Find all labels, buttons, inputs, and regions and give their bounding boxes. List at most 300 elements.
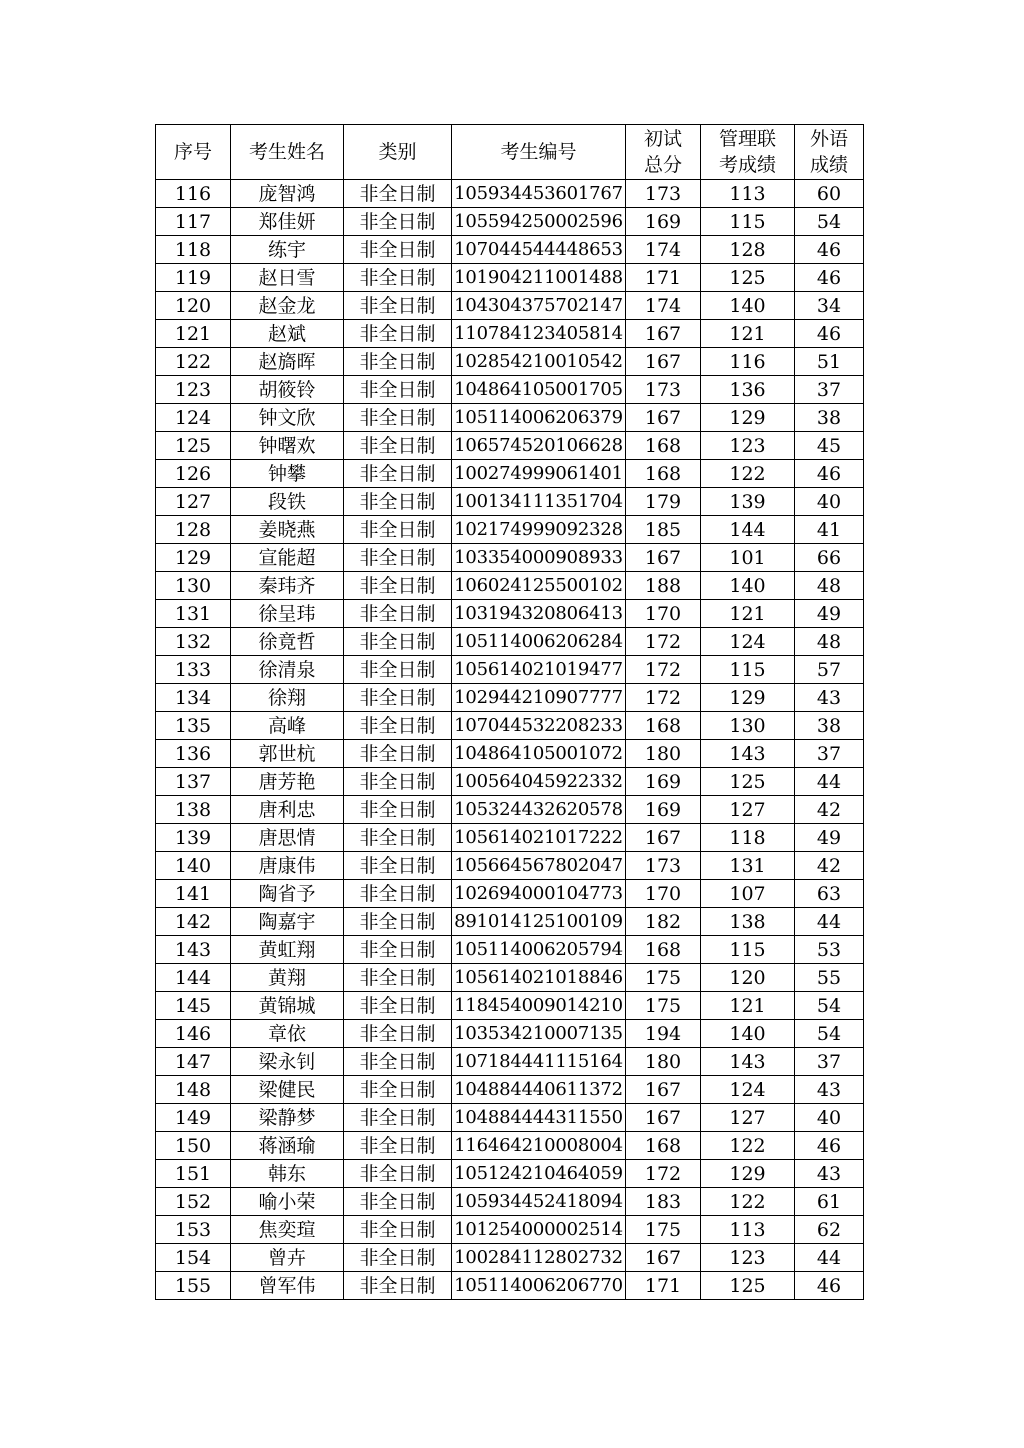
cell-category: 非全日制 bbox=[344, 208, 452, 236]
header-language-score: 外语成绩 bbox=[795, 125, 864, 180]
cell-name: 宣能超 bbox=[231, 544, 344, 572]
cell-language-score: 46 bbox=[795, 1272, 864, 1300]
cell-name: 韩东 bbox=[231, 1160, 344, 1188]
cell-name: 梁永钊 bbox=[231, 1048, 344, 1076]
cell-exam-id: 100284112802732 bbox=[452, 1244, 626, 1272]
cell-category: 非全日制 bbox=[344, 1188, 452, 1216]
cell-serial: 149 bbox=[156, 1104, 231, 1132]
cell-category: 非全日制 bbox=[344, 1076, 452, 1104]
cell-name: 赵日雪 bbox=[231, 264, 344, 292]
cell-name: 胡筱铃 bbox=[231, 376, 344, 404]
cell-management-score: 127 bbox=[701, 796, 795, 824]
cell-exam-id: 103194320806413 bbox=[452, 600, 626, 628]
cell-serial: 147 bbox=[156, 1048, 231, 1076]
cell-exam-id: 104884444311550 bbox=[452, 1104, 626, 1132]
table-row bbox=[156, 516, 864, 544]
cell-management-score: 113 bbox=[701, 180, 795, 208]
cell-category: 非全日制 bbox=[344, 768, 452, 796]
cell-exam-id: 101904211001488 bbox=[452, 264, 626, 292]
cell-name: 蒋涵瑜 bbox=[231, 1132, 344, 1160]
cell-category: 非全日制 bbox=[344, 488, 452, 516]
cell-management-score: 107 bbox=[701, 880, 795, 908]
cell-language-score: 46 bbox=[795, 264, 864, 292]
cell-language-score: 44 bbox=[795, 1244, 864, 1272]
cell-serial: 150 bbox=[156, 1132, 231, 1160]
cell-name: 陶省予 bbox=[231, 880, 344, 908]
cell-language-score: 43 bbox=[795, 1160, 864, 1188]
table-row bbox=[156, 264, 864, 292]
table-row bbox=[156, 852, 864, 880]
cell-total-score: 188 bbox=[626, 572, 701, 600]
table-row bbox=[156, 936, 864, 964]
table-row bbox=[156, 1020, 864, 1048]
table-row bbox=[156, 992, 864, 1020]
cell-serial: 128 bbox=[156, 516, 231, 544]
cell-total-score: 167 bbox=[626, 824, 701, 852]
cell-management-score: 140 bbox=[701, 292, 795, 320]
cell-serial: 139 bbox=[156, 824, 231, 852]
cell-management-score: 123 bbox=[701, 1244, 795, 1272]
cell-language-score: 54 bbox=[795, 992, 864, 1020]
cell-language-score: 37 bbox=[795, 376, 864, 404]
cell-name: 唐芳艳 bbox=[231, 768, 344, 796]
cell-management-score: 115 bbox=[701, 208, 795, 236]
cell-exam-id: 102694000104773 bbox=[452, 880, 626, 908]
cell-total-score: 183 bbox=[626, 1188, 701, 1216]
cell-exam-id: 102944210907777 bbox=[452, 684, 626, 712]
table-row bbox=[156, 712, 864, 740]
cell-exam-id: 105614021017222 bbox=[452, 824, 626, 852]
cell-management-score: 130 bbox=[701, 712, 795, 740]
cell-language-score: 34 bbox=[795, 292, 864, 320]
cell-category: 非全日制 bbox=[344, 656, 452, 684]
cell-language-score: 44 bbox=[795, 768, 864, 796]
cell-serial: 134 bbox=[156, 684, 231, 712]
cell-exam-id: 106574520106628 bbox=[452, 432, 626, 460]
cell-language-score: 48 bbox=[795, 572, 864, 600]
cell-exam-id: 104864105001072 bbox=[452, 740, 626, 768]
cell-management-score: 123 bbox=[701, 432, 795, 460]
cell-management-score: 129 bbox=[701, 1160, 795, 1188]
cell-category: 非全日制 bbox=[344, 460, 452, 488]
cell-management-score: 143 bbox=[701, 740, 795, 768]
cell-total-score: 167 bbox=[626, 1104, 701, 1132]
cell-serial: 121 bbox=[156, 320, 231, 348]
cell-total-score: 167 bbox=[626, 348, 701, 376]
table-row bbox=[156, 1132, 864, 1160]
cell-exam-id: 101254000002514 bbox=[452, 1216, 626, 1244]
cell-exam-id: 104304375702147 bbox=[452, 292, 626, 320]
table-row bbox=[156, 376, 864, 404]
cell-exam-id: 116464210008004 bbox=[452, 1132, 626, 1160]
table-row bbox=[156, 348, 864, 376]
cell-name: 唐思情 bbox=[231, 824, 344, 852]
cell-serial: 132 bbox=[156, 628, 231, 656]
cell-serial: 129 bbox=[156, 544, 231, 572]
cell-language-score: 43 bbox=[795, 1076, 864, 1104]
cell-management-score: 116 bbox=[701, 348, 795, 376]
cell-name: 唐康伟 bbox=[231, 852, 344, 880]
cell-management-score: 143 bbox=[701, 1048, 795, 1076]
cell-name: 徐呈玮 bbox=[231, 600, 344, 628]
cell-exam-id: 104884440611372 bbox=[452, 1076, 626, 1104]
cell-name: 梁健民 bbox=[231, 1076, 344, 1104]
cell-category: 非全日制 bbox=[344, 292, 452, 320]
cell-serial: 118 bbox=[156, 236, 231, 264]
cell-language-score: 46 bbox=[795, 320, 864, 348]
cell-name: 梁静梦 bbox=[231, 1104, 344, 1132]
cell-category: 非全日制 bbox=[344, 348, 452, 376]
cell-serial: 127 bbox=[156, 488, 231, 516]
cell-name: 秦玮齐 bbox=[231, 572, 344, 600]
cell-category: 非全日制 bbox=[344, 964, 452, 992]
cell-language-score: 42 bbox=[795, 796, 864, 824]
cell-exam-id: 105614021019477 bbox=[452, 656, 626, 684]
cell-exam-id: 105324432620578 bbox=[452, 796, 626, 824]
cell-serial: 136 bbox=[156, 740, 231, 768]
cell-serial: 135 bbox=[156, 712, 231, 740]
cell-exam-id: 105614021018846 bbox=[452, 964, 626, 992]
cell-category: 非全日制 bbox=[344, 320, 452, 348]
table-row bbox=[156, 432, 864, 460]
table-row bbox=[156, 768, 864, 796]
table-row bbox=[156, 1160, 864, 1188]
table-row bbox=[156, 1216, 864, 1244]
cell-total-score: 168 bbox=[626, 460, 701, 488]
cell-name: 喻小荣 bbox=[231, 1188, 344, 1216]
cell-category: 非全日制 bbox=[344, 376, 452, 404]
cell-serial: 126 bbox=[156, 460, 231, 488]
cell-exam-id: 103354000908933 bbox=[452, 544, 626, 572]
cell-name: 徐竟哲 bbox=[231, 628, 344, 656]
cell-total-score: 167 bbox=[626, 1244, 701, 1272]
cell-serial: 146 bbox=[156, 1020, 231, 1048]
cell-language-score: 60 bbox=[795, 180, 864, 208]
table-row bbox=[156, 236, 864, 264]
cell-name: 章依 bbox=[231, 1020, 344, 1048]
cell-management-score: 131 bbox=[701, 852, 795, 880]
cell-language-score: 49 bbox=[795, 600, 864, 628]
table-row bbox=[156, 404, 864, 432]
header-serial: 序号 bbox=[156, 125, 231, 180]
cell-name: 徐翔 bbox=[231, 684, 344, 712]
cell-management-score: 125 bbox=[701, 264, 795, 292]
cell-language-score: 46 bbox=[795, 236, 864, 264]
cell-total-score: 175 bbox=[626, 1216, 701, 1244]
cell-language-score: 38 bbox=[795, 404, 864, 432]
cell-serial: 155 bbox=[156, 1272, 231, 1300]
cell-total-score: 172 bbox=[626, 628, 701, 656]
header-category: 类别 bbox=[344, 125, 452, 180]
table-row bbox=[156, 292, 864, 320]
cell-exam-id: 100274999061401 bbox=[452, 460, 626, 488]
cell-total-score: 167 bbox=[626, 320, 701, 348]
cell-name: 徐清泉 bbox=[231, 656, 344, 684]
cell-management-score: 122 bbox=[701, 1188, 795, 1216]
cell-serial: 145 bbox=[156, 992, 231, 1020]
cell-language-score: 41 bbox=[795, 516, 864, 544]
cell-management-score: 125 bbox=[701, 1272, 795, 1300]
table-row bbox=[156, 824, 864, 852]
cell-name: 练宇 bbox=[231, 236, 344, 264]
cell-management-score: 136 bbox=[701, 376, 795, 404]
cell-total-score: 180 bbox=[626, 1048, 701, 1076]
cell-serial: 151 bbox=[156, 1160, 231, 1188]
cell-category: 非全日制 bbox=[344, 1244, 452, 1272]
cell-category: 非全日制 bbox=[344, 880, 452, 908]
cell-language-score: 44 bbox=[795, 908, 864, 936]
cell-name: 黄虹翔 bbox=[231, 936, 344, 964]
cell-name: 焦奕瑄 bbox=[231, 1216, 344, 1244]
cell-language-score: 62 bbox=[795, 1216, 864, 1244]
cell-management-score: 101 bbox=[701, 544, 795, 572]
cell-management-score: 115 bbox=[701, 936, 795, 964]
cell-language-score: 55 bbox=[795, 964, 864, 992]
cell-category: 非全日制 bbox=[344, 992, 452, 1020]
table-row bbox=[156, 656, 864, 684]
header-exam-id: 考生编号 bbox=[452, 125, 626, 180]
cell-language-score: 38 bbox=[795, 712, 864, 740]
cell-language-score: 46 bbox=[795, 1132, 864, 1160]
cell-category: 非全日制 bbox=[344, 516, 452, 544]
cell-serial: 148 bbox=[156, 1076, 231, 1104]
cell-total-score: 175 bbox=[626, 992, 701, 1020]
cell-name: 钟攀 bbox=[231, 460, 344, 488]
cell-total-score: 182 bbox=[626, 908, 701, 936]
table-row bbox=[156, 684, 864, 712]
header-total-score: 初试总分 bbox=[626, 125, 701, 180]
cell-exam-id: 107044532208233 bbox=[452, 712, 626, 740]
cell-total-score: 172 bbox=[626, 1160, 701, 1188]
cell-serial: 122 bbox=[156, 348, 231, 376]
cell-serial: 144 bbox=[156, 964, 231, 992]
cell-serial: 116 bbox=[156, 180, 231, 208]
header-row bbox=[156, 125, 864, 180]
table-body bbox=[156, 180, 864, 1300]
cell-management-score: 128 bbox=[701, 236, 795, 264]
cell-serial: 131 bbox=[156, 600, 231, 628]
cell-total-score: 175 bbox=[626, 964, 701, 992]
cell-total-score: 185 bbox=[626, 516, 701, 544]
cell-category: 非全日制 bbox=[344, 264, 452, 292]
cell-language-score: 48 bbox=[795, 628, 864, 656]
cell-name: 赵旖晖 bbox=[231, 348, 344, 376]
cell-total-score: 171 bbox=[626, 264, 701, 292]
table-row bbox=[156, 964, 864, 992]
cell-exam-id: 891014125100109 bbox=[452, 908, 626, 936]
cell-management-score: 115 bbox=[701, 656, 795, 684]
cell-category: 非全日制 bbox=[344, 236, 452, 264]
cell-total-score: 168 bbox=[626, 936, 701, 964]
cell-management-score: 122 bbox=[701, 460, 795, 488]
cell-category: 非全日制 bbox=[344, 936, 452, 964]
cell-exam-id: 107184441115164 bbox=[452, 1048, 626, 1076]
cell-total-score: 171 bbox=[626, 1272, 701, 1300]
table-row bbox=[156, 460, 864, 488]
cell-language-score: 49 bbox=[795, 824, 864, 852]
cell-category: 非全日制 bbox=[344, 852, 452, 880]
cell-name: 曾卉 bbox=[231, 1244, 344, 1272]
cell-serial: 153 bbox=[156, 1216, 231, 1244]
cell-management-score: 129 bbox=[701, 404, 795, 432]
cell-language-score: 40 bbox=[795, 1104, 864, 1132]
cell-management-score: 124 bbox=[701, 1076, 795, 1104]
cell-total-score: 173 bbox=[626, 180, 701, 208]
cell-management-score: 139 bbox=[701, 488, 795, 516]
header-name: 考生姓名 bbox=[231, 125, 344, 180]
cell-serial: 152 bbox=[156, 1188, 231, 1216]
cell-name: 姜晓燕 bbox=[231, 516, 344, 544]
cell-category: 非全日制 bbox=[344, 740, 452, 768]
cell-language-score: 57 bbox=[795, 656, 864, 684]
cell-total-score: 172 bbox=[626, 684, 701, 712]
cell-total-score: 167 bbox=[626, 1076, 701, 1104]
table-header bbox=[156, 125, 864, 180]
cell-category: 非全日制 bbox=[344, 1104, 452, 1132]
cell-management-score: 121 bbox=[701, 992, 795, 1020]
cell-name: 曾军伟 bbox=[231, 1272, 344, 1300]
table-row bbox=[156, 544, 864, 572]
cell-language-score: 61 bbox=[795, 1188, 864, 1216]
cell-category: 非全日制 bbox=[344, 1216, 452, 1244]
cell-total-score: 170 bbox=[626, 600, 701, 628]
cell-exam-id: 106024125500102 bbox=[452, 572, 626, 600]
cell-total-score: 172 bbox=[626, 656, 701, 684]
cell-category: 非全日制 bbox=[344, 712, 452, 740]
cell-exam-id: 110784123405814 bbox=[452, 320, 626, 348]
cell-category: 非全日制 bbox=[344, 684, 452, 712]
table-row bbox=[156, 1076, 864, 1104]
cell-category: 非全日制 bbox=[344, 544, 452, 572]
cell-language-score: 63 bbox=[795, 880, 864, 908]
cell-total-score: 168 bbox=[626, 432, 701, 460]
cell-exam-id: 118454009014210 bbox=[452, 992, 626, 1020]
cell-language-score: 40 bbox=[795, 488, 864, 516]
table-row bbox=[156, 488, 864, 516]
cell-category: 非全日制 bbox=[344, 908, 452, 936]
cell-category: 非全日制 bbox=[344, 180, 452, 208]
cell-serial: 130 bbox=[156, 572, 231, 600]
score-table bbox=[155, 124, 864, 1300]
cell-management-score: 118 bbox=[701, 824, 795, 852]
table-row bbox=[156, 1048, 864, 1076]
cell-management-score: 127 bbox=[701, 1104, 795, 1132]
cell-name: 钟曙欢 bbox=[231, 432, 344, 460]
cell-category: 非全日制 bbox=[344, 1160, 452, 1188]
cell-language-score: 37 bbox=[795, 1048, 864, 1076]
cell-serial: 125 bbox=[156, 432, 231, 460]
cell-name: 陶嘉宇 bbox=[231, 908, 344, 936]
cell-category: 非全日制 bbox=[344, 628, 452, 656]
cell-management-score: 124 bbox=[701, 628, 795, 656]
cell-exam-id: 105934452418094 bbox=[452, 1188, 626, 1216]
cell-category: 非全日制 bbox=[344, 796, 452, 824]
cell-name: 唐利忠 bbox=[231, 796, 344, 824]
cell-serial: 123 bbox=[156, 376, 231, 404]
cell-language-score: 42 bbox=[795, 852, 864, 880]
cell-total-score: 169 bbox=[626, 796, 701, 824]
cell-exam-id: 105124210464059 bbox=[452, 1160, 626, 1188]
cell-serial: 141 bbox=[156, 880, 231, 908]
table-row bbox=[156, 796, 864, 824]
cell-name: 钟文欣 bbox=[231, 404, 344, 432]
cell-total-score: 170 bbox=[626, 880, 701, 908]
cell-category: 非全日制 bbox=[344, 432, 452, 460]
cell-category: 非全日制 bbox=[344, 1272, 452, 1300]
cell-language-score: 53 bbox=[795, 936, 864, 964]
cell-category: 非全日制 bbox=[344, 824, 452, 852]
cell-language-score: 46 bbox=[795, 460, 864, 488]
table-row bbox=[156, 1188, 864, 1216]
cell-category: 非全日制 bbox=[344, 1048, 452, 1076]
cell-category: 非全日制 bbox=[344, 1020, 452, 1048]
cell-exam-id: 107044544448653 bbox=[452, 236, 626, 264]
table-row bbox=[156, 1104, 864, 1132]
cell-language-score: 54 bbox=[795, 208, 864, 236]
cell-total-score: 179 bbox=[626, 488, 701, 516]
cell-category: 非全日制 bbox=[344, 1132, 452, 1160]
cell-exam-id: 103534210007135 bbox=[452, 1020, 626, 1048]
cell-language-score: 45 bbox=[795, 432, 864, 460]
cell-name: 黄翔 bbox=[231, 964, 344, 992]
cell-name: 赵斌 bbox=[231, 320, 344, 348]
cell-total-score: 173 bbox=[626, 852, 701, 880]
cell-total-score: 169 bbox=[626, 768, 701, 796]
table-row bbox=[156, 908, 864, 936]
cell-serial: 142 bbox=[156, 908, 231, 936]
cell-name: 郑佳妍 bbox=[231, 208, 344, 236]
cell-management-score: 121 bbox=[701, 600, 795, 628]
cell-serial: 154 bbox=[156, 1244, 231, 1272]
cell-management-score: 144 bbox=[701, 516, 795, 544]
table-row bbox=[156, 880, 864, 908]
cell-name: 赵金龙 bbox=[231, 292, 344, 320]
cell-management-score: 129 bbox=[701, 684, 795, 712]
cell-name: 高峰 bbox=[231, 712, 344, 740]
cell-name: 黄锦城 bbox=[231, 992, 344, 1020]
cell-category: 非全日制 bbox=[344, 600, 452, 628]
table-row bbox=[156, 600, 864, 628]
cell-category: 非全日制 bbox=[344, 404, 452, 432]
cell-name: 庞智鸿 bbox=[231, 180, 344, 208]
cell-exam-id: 100564045922332 bbox=[452, 768, 626, 796]
cell-management-score: 125 bbox=[701, 768, 795, 796]
cell-serial: 124 bbox=[156, 404, 231, 432]
cell-total-score: 174 bbox=[626, 292, 701, 320]
cell-language-score: 51 bbox=[795, 348, 864, 376]
cell-management-score: 138 bbox=[701, 908, 795, 936]
cell-serial: 140 bbox=[156, 852, 231, 880]
cell-category: 非全日制 bbox=[344, 572, 452, 600]
cell-serial: 117 bbox=[156, 208, 231, 236]
cell-language-score: 37 bbox=[795, 740, 864, 768]
cell-serial: 120 bbox=[156, 292, 231, 320]
table-row bbox=[156, 208, 864, 236]
cell-exam-id: 105934453601767 bbox=[452, 180, 626, 208]
cell-total-score: 173 bbox=[626, 376, 701, 404]
cell-language-score: 66 bbox=[795, 544, 864, 572]
cell-serial: 138 bbox=[156, 796, 231, 824]
cell-serial: 143 bbox=[156, 936, 231, 964]
cell-serial: 133 bbox=[156, 656, 231, 684]
cell-management-score: 140 bbox=[701, 572, 795, 600]
cell-management-score: 122 bbox=[701, 1132, 795, 1160]
table-row bbox=[156, 628, 864, 656]
cell-exam-id: 104864105001705 bbox=[452, 376, 626, 404]
cell-total-score: 168 bbox=[626, 712, 701, 740]
cell-exam-id: 105114006206770 bbox=[452, 1272, 626, 1300]
cell-exam-id: 102854210010542 bbox=[452, 348, 626, 376]
